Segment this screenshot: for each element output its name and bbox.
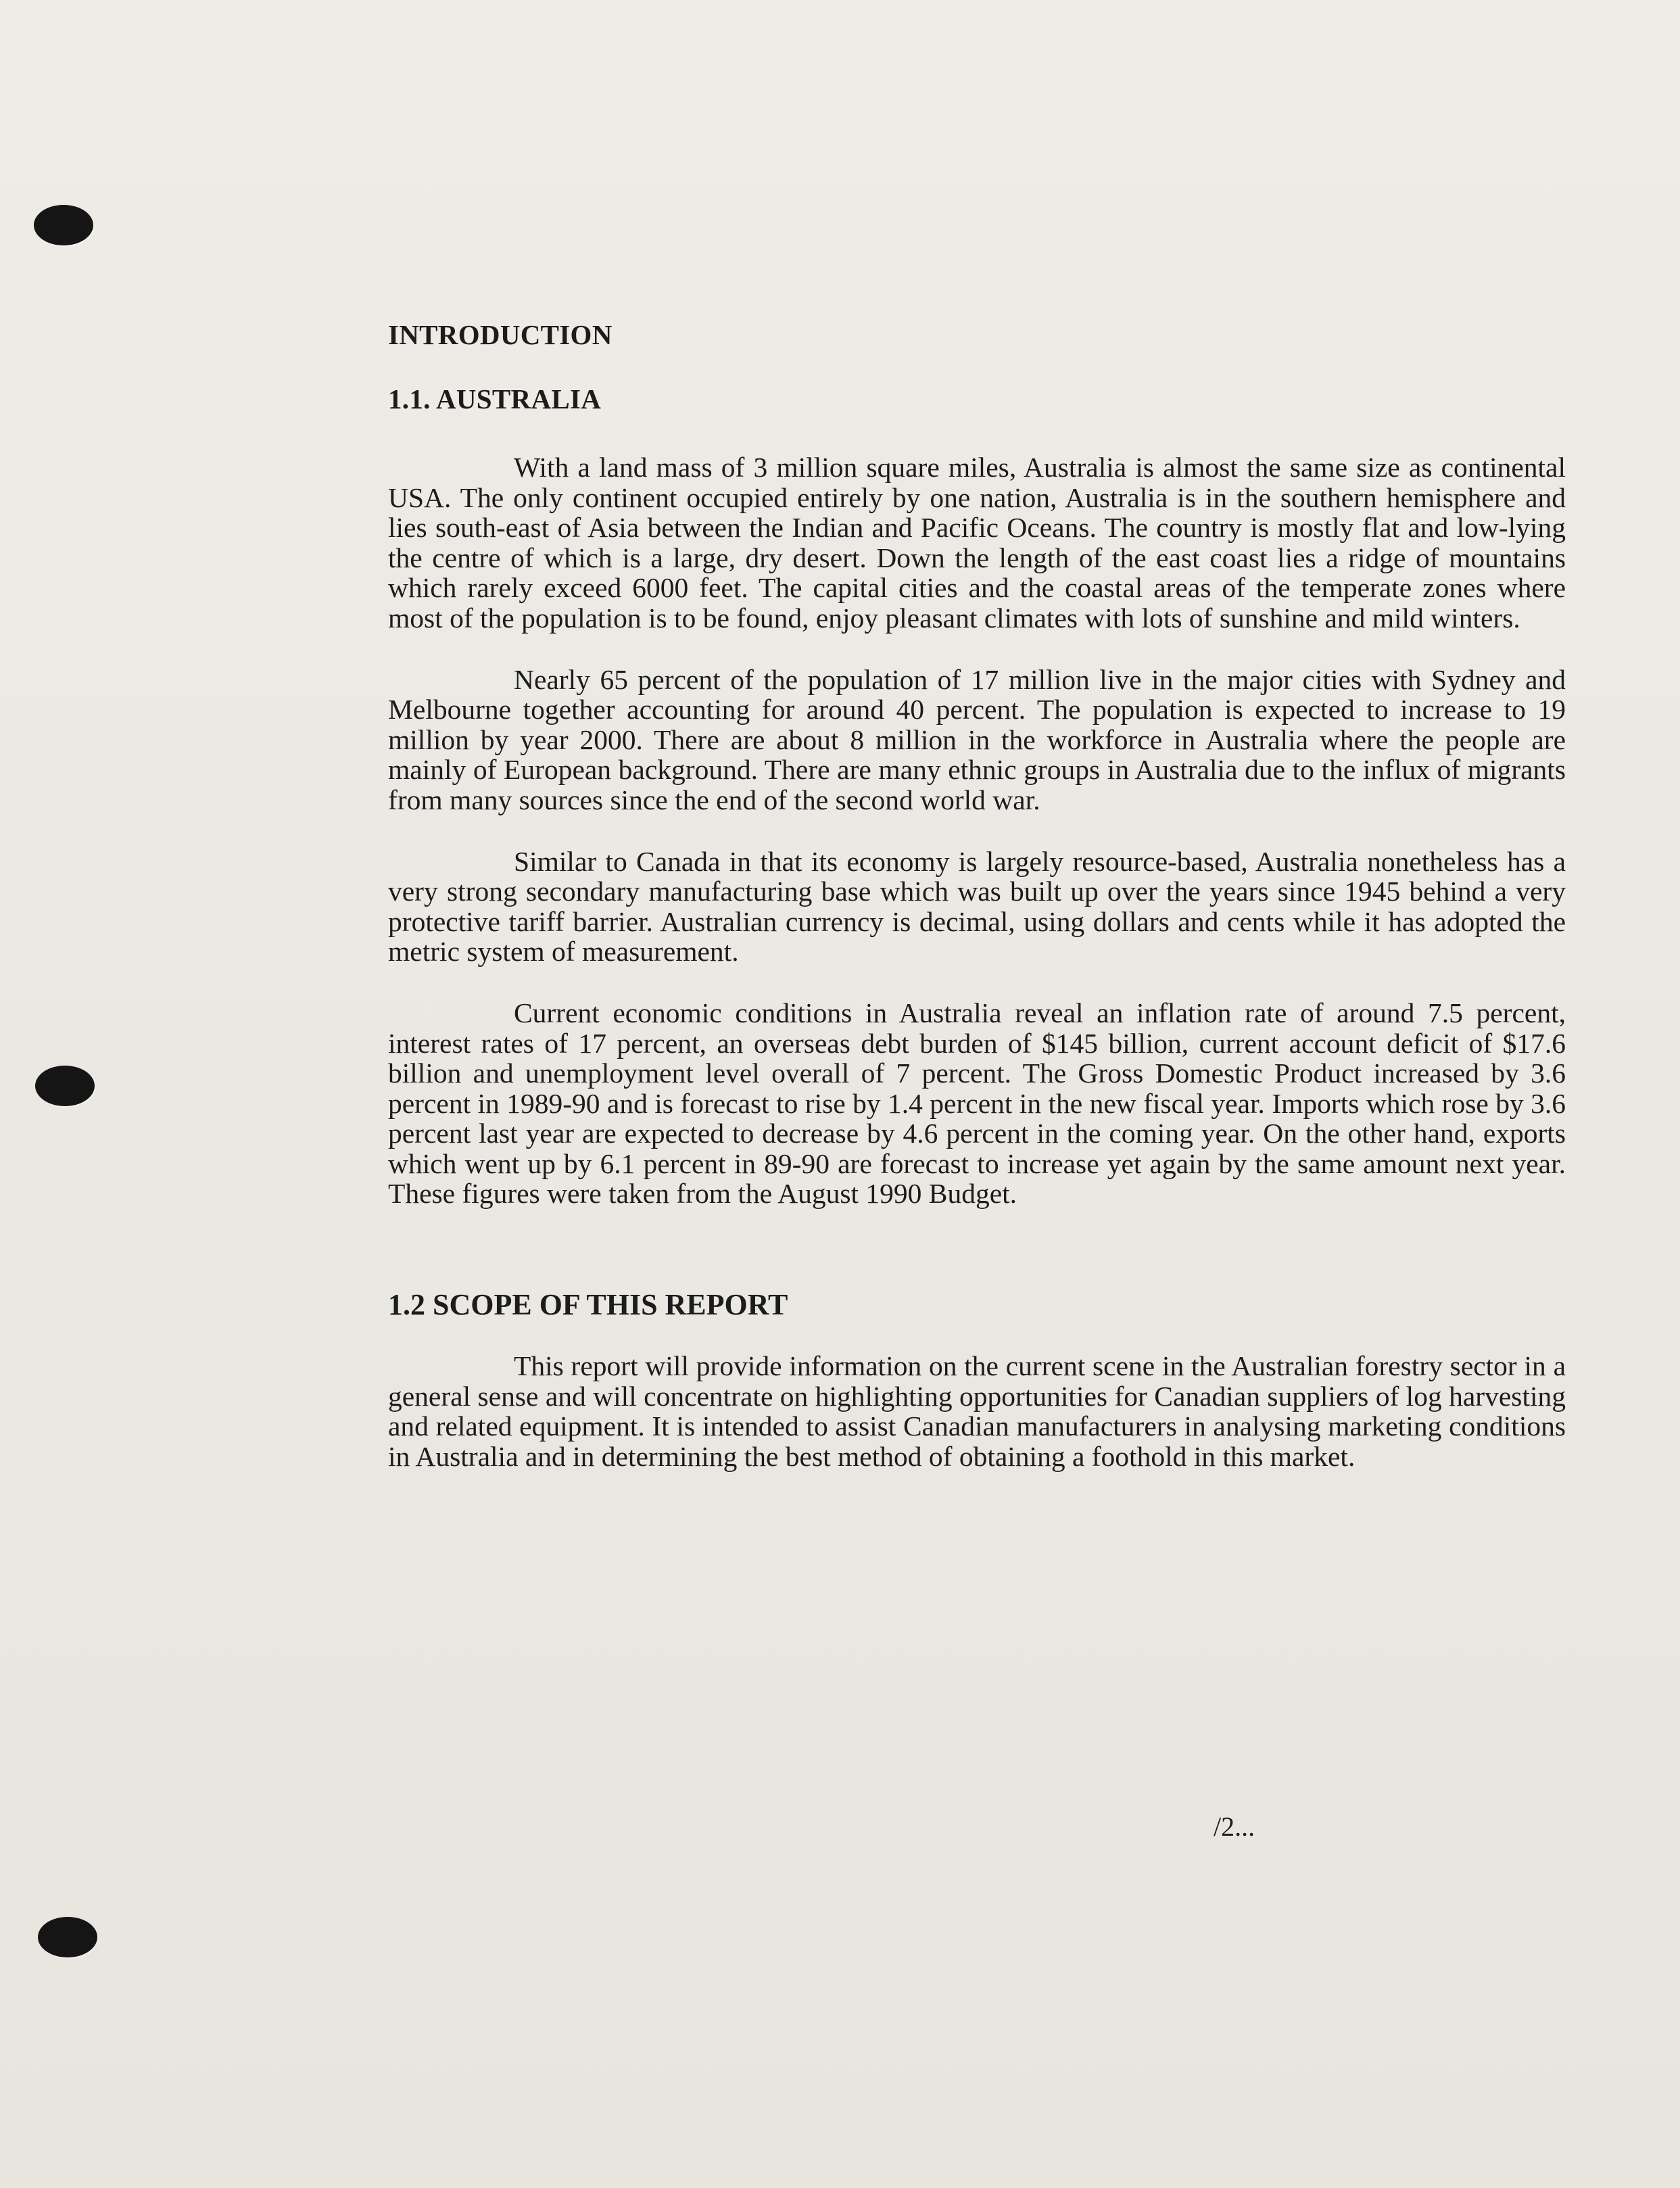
paragraph-land-mass: With a land mass of 3 million square miles, Australia is almost the same size as continental USA. The only continent occupied entirely by one nation, Australia is in the southern hemisphere and lies south-east of Asia between the Indian and Pacific Oceans. The country is mostly flat and low-lying the centre of which is a large, dry desert. Down the length of the east coast lies a ridge of mountains which rarely exceed 6000 feet. The capital cities and the coastal areas of the temperate zones where most of the population is to be found, enjoy pleasant climates with lots of sunshine and mild winters. <box>388 452 1566 634</box>
punch-hole <box>35 1066 95 1106</box>
paragraph-economy: Similar to Canada in that its economy is largely resource-based, Australia nonetheless has a very strong secondary manufacturing base which was built up over the years since 1945 behind a very protective tariff barrier. Australian currency is decimal, using dollars and cents while it has adopted the metric system of measurement. <box>388 845 1566 968</box>
document-body <box>388 318 1566 1471</box>
paragraph-scope: This report will provide information on the current scene in the Australian forestry sector in a general sense and will concentrate on highlighting opportunities for Canadian suppliers of log harvesting and related equipment. It is intended to assist Canadian manufacturers in analysing marketing conditions in Australia and in determining the best method of obtaining a foothold in this market. <box>388 1350 1566 1472</box>
continuation-marker: /2... <box>1214 1811 1255 1842</box>
punch-hole <box>38 1917 97 1957</box>
punch-hole <box>34 205 93 245</box>
paragraph-population: Nearly 65 percent of the population of 17 million live in the major cities with Sydney and Melbourne together accounting for around 40 percent. The population is expected to increase to 19 million by year 2000. There are about 8 million in the workforce in Australia where the people are mainly of European background. There are many ethnic groups in Australia due to the influx of migrants from many sources since the end of the second world war. <box>388 663 1566 815</box>
section-heading-scope: 1.2 SCOPE OF THIS REPORT <box>388 1288 788 1322</box>
paragraph-economic-conditions: Current economic conditions in Australia reveal an inflation rate of around 7.5 percent, interest rates of 17 percent, an overseas debt burden of $145 billion, current account deficit of $17.6 billion and unemployment level overall of 7 percent. The Gross Domestic Product increased by 3.6 percent in 1989-90 and is forecast to rise by 1.4 percent in the new fiscal year. Imports which rose by 3.6 percent last year are expected to decrease by 4.6 percent in the coming year. On the other hand, exports which went up by 6.1 percent in 89-90 are forecast to increase yet again by the same amount next year. These figures were taken from the August 1990 Budget. <box>388 997 1566 1210</box>
section-heading-australia: 1.1. AUSTRALIA <box>388 383 602 414</box>
introduction-heading: INTRODUCTION <box>388 319 613 350</box>
